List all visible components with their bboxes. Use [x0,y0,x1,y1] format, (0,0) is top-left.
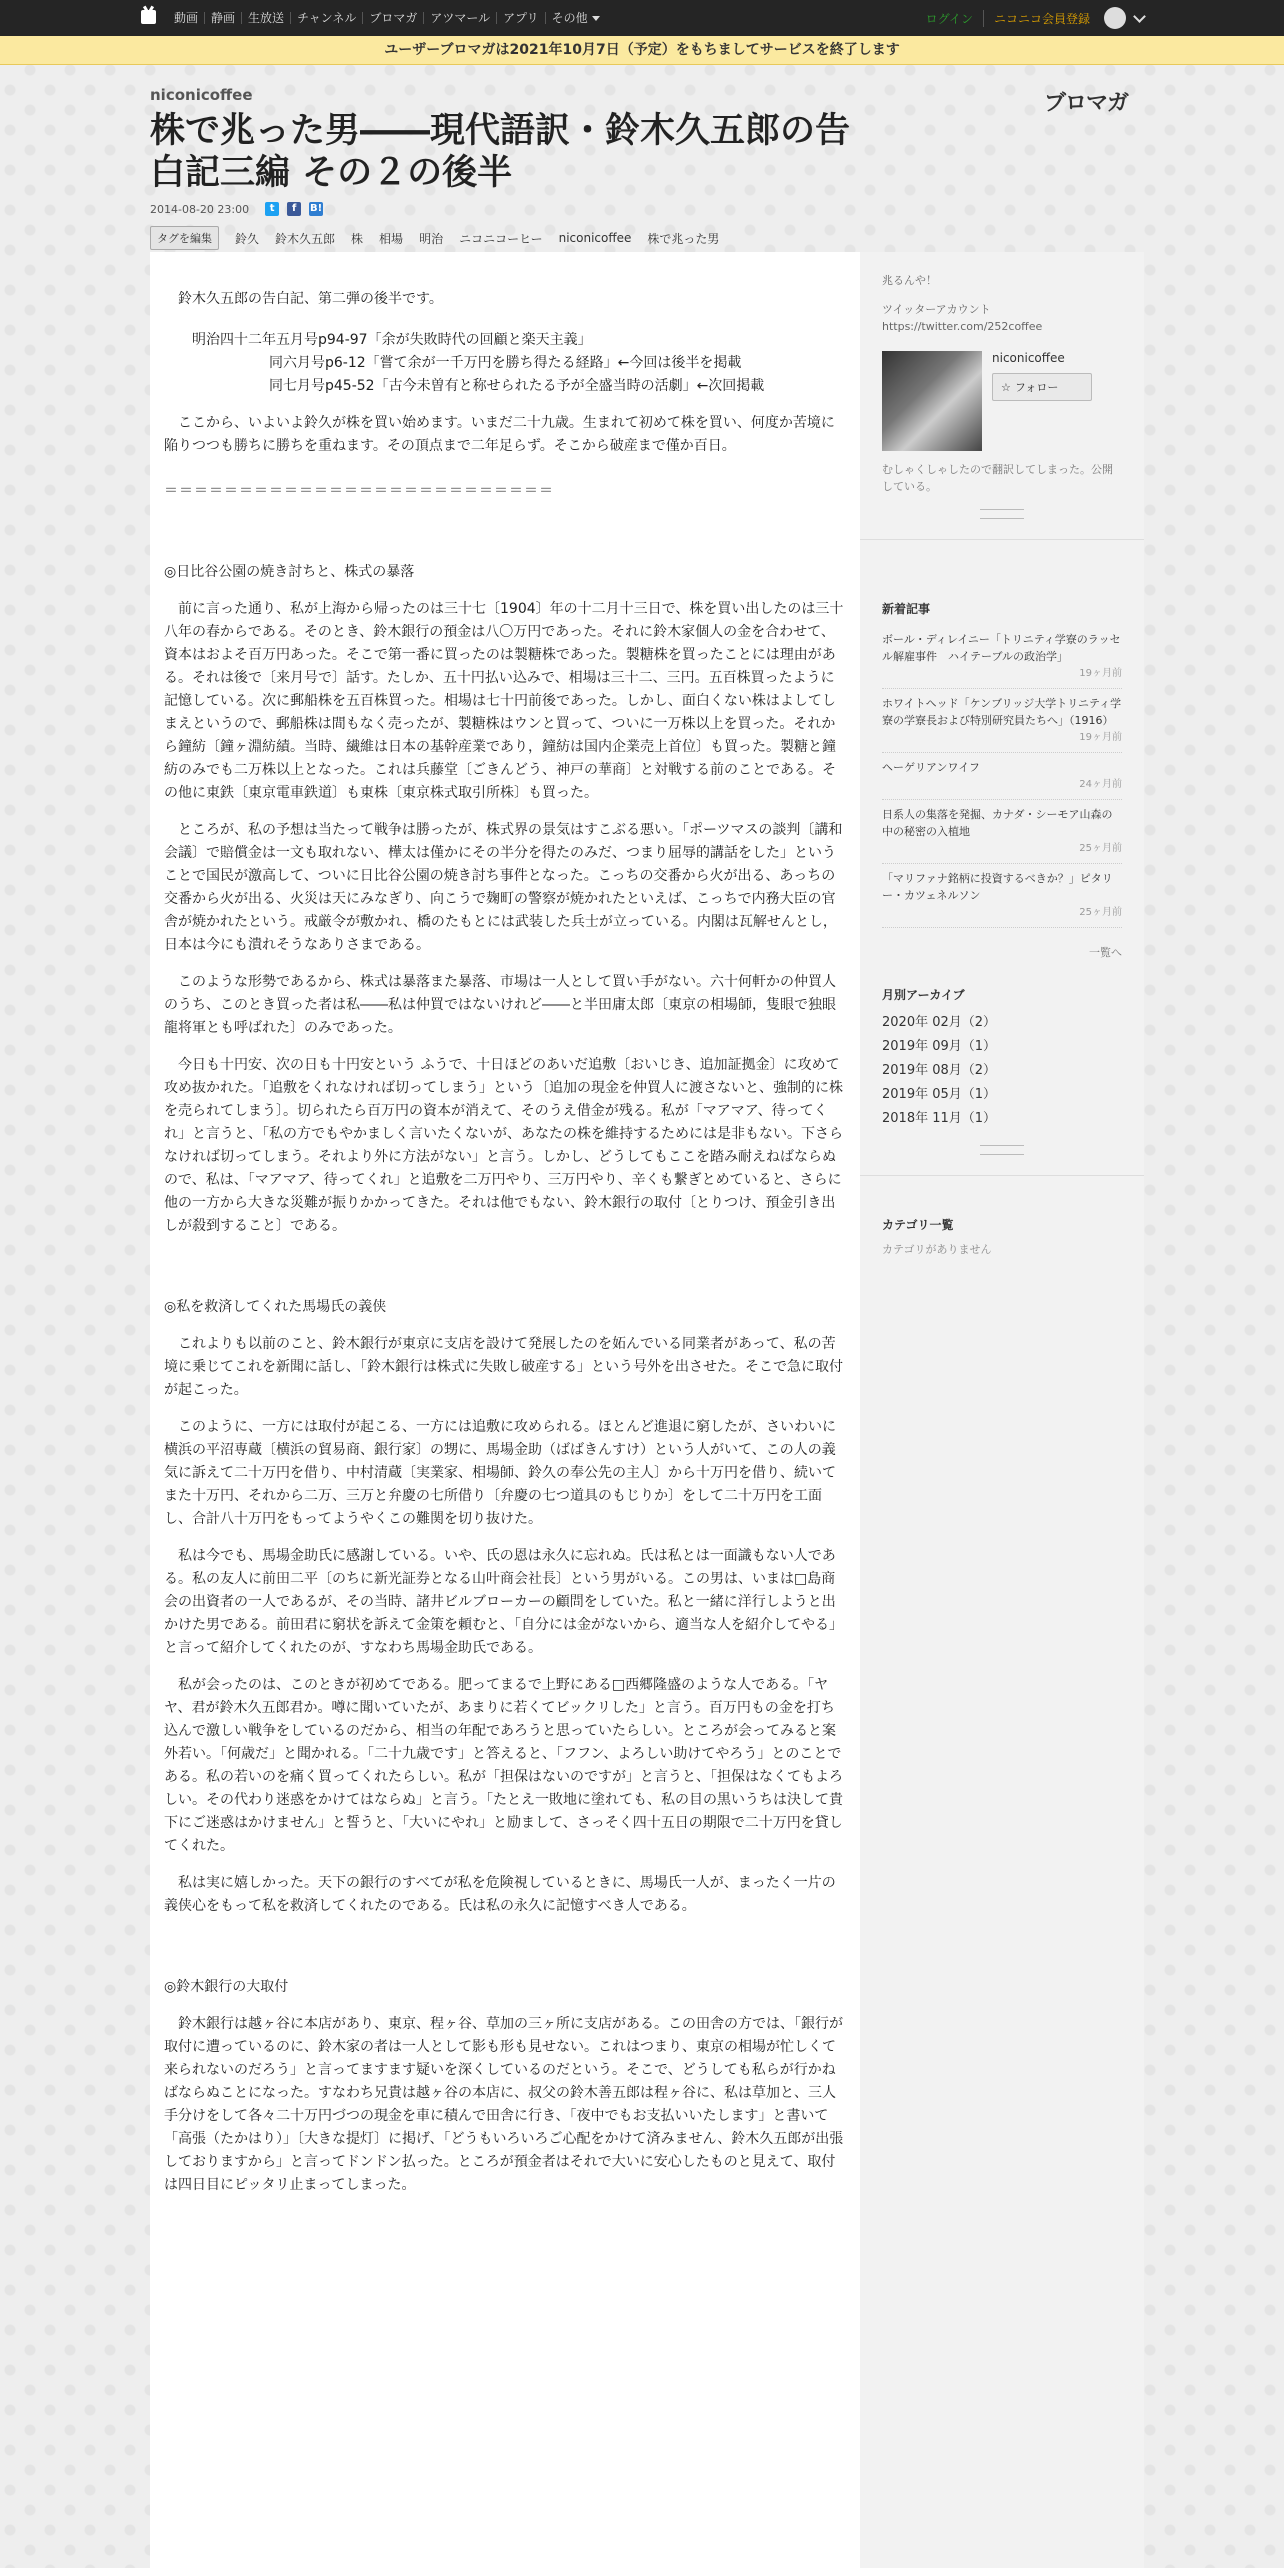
account-area [926,0,1144,36]
nav-other-label: その他 [551,11,588,25]
profile-info [982,351,1092,451]
tag[interactable]: ニコニコーヒー [459,231,543,246]
category-box [860,1176,1144,1277]
news-item[interactable] [882,864,1122,928]
news-item-time: 19ヶ月前 [1079,668,1122,679]
paragraph: このように、一方には取付が起こる、一方には追敷に攻められる。ほとんど進退に窮したが、さいわいに横浜の平沼専蔵〔横浜の貿易商、銀行家〕の甥に、馬場金助（ばばきんすけ）という人がいて、この人の義気に訴えて二十万円を借り、中村清蔵〔実業家、相場師、鈴久の奉公先の主人〕から十万円を借り、続いてまた十万円、それから二万、三万と弁慶の七所借り〔弁慶の七つ道具のもじりか〕をして二十万円を工面し、合計八十万円をもってようやくこの難関を切り抜けた。 [164,1419,836,1527]
edit-tags-button[interactable]: タグを編集 [150,226,219,250]
tag[interactable]: niconicoffee [558,231,632,245]
paragraph: 今日も十円安、次の日も十円安という ふうで、十日ほどのあいだ追敷〔おいじき、追加証拠金〕に攻めて攻め抜かれた。「追敷をくれなければ切ってしまう」という〔追加の現金を仲買人に渡さないと、強制的に株を売られてしまう〕。切られたら百万円の資本が消えて、そのうえ借金が残る。私が「マアマア、待ってくれ」と言うと、「私の方でもやかましく言いたくないが、あなたの株を維持するためには是非もない。下さらなければ切ってしまう。それより外に方法がない」と言う。しかし、どうしてもここを踏み耐えねばならぬので、私は、「マアマア、待ってくれ」と追敷を二万円やり、三万円やり、辛くも繋ぎとめていると、さらに他の一方から大きな災難が振りかかってきた。それは他でもない、鈴木銀行の取付〔とりつけ、預金引き出しが殺到すること〕である。 [164,1057,843,1234]
category-empty: カテゴリがありません [882,1243,992,1256]
article-meta [150,202,1134,216]
news-item-time: 24ヶ月前 [1079,779,1122,790]
global-nav [168,0,606,36]
nav-other[interactable] [545,12,606,24]
news-item[interactable] [882,753,1122,800]
news-item-title[interactable]: 「マリファナ銘柄に投資するべきか？」ピタリー・カツェネルソン [882,872,1113,902]
tag[interactable]: 株 [351,231,364,246]
twitter-share-icon[interactable]: t [265,202,279,216]
twitter-account[interactable]: ツイッターアカウント https://twitter.com/252coffee [882,303,1043,333]
profile-box [860,252,1144,540]
nav-app[interactable]: アプリ [496,12,545,24]
user-avatar-icon[interactable] [1104,7,1126,29]
source-line: 明治四十二年五月号p94-97「余が失敗時代の回顧と楽天主義」 [192,332,592,348]
nav-channel[interactable]: チャンネル [290,12,362,24]
news-title: 新着記事 [882,602,931,616]
nav-douga[interactable]: 動画 [174,11,199,25]
more-link[interactable]: 一覧へ [1089,946,1122,959]
bromaga-logo[interactable]: ブロマガ [1043,91,1128,116]
news-box [860,540,1144,1176]
tag-list [150,226,1134,250]
tag[interactable]: 鈴久 [235,231,260,246]
tag[interactable]: 鈴木久五郎 [275,231,336,246]
paragraph: ところが、私の予想は当たって戦争は勝ったが、株式界の景気はすこぶる悪い。「ポーツマスの談判〔講和会議〕で賠償金は一文も取れない、樺太は僅かにその半分を得たのみだ、つまり屈辱的講話をした」ということで国民が激高して、ついに日比谷公園の焼き討ち事件となった。こっちの交番から火が出る、あっちの交番から火が出る、火災は天にみなぎり、向こうで麹町の警察が焼かれたといえば、こっちで内務大臣の官舎が焼かれたという。戒厳令が敷かれ、橋のたもとには武装した兵士が立っている。内閣は瓦解せんとし，日本は今にも潰れそうなありさまである。 [164,822,843,953]
paragraph: 鈴木銀行は越ヶ谷に本店があり、東京、程ヶ谷、草加の三ヶ所に支店がある。この田舎の方では、「銀行が取付に遭っているのに、鈴木家の者は一人として影も形も見せない。これはつまり、東京の相場が忙しくて来られないのだろう」と言ってますます疑いを深くしているのだという。そこで、どうしても私らが行かねばならぬことになった。すなわち兄貴は越ヶ谷の本店に、叔父の鈴木善五郎は程ヶ谷に、私は草加と、三人手分けをして各々二十万円づつの現金を車に積んで田舎に行き、「夜中でもお支払いいたします」と書いて「高張（たかはり）」〔大きな提灯〕に掲げ、「どうもいろいろご心配をかけて済みません、鈴木久五郎が出張しておりますから」と言ってドンドン払った。ところが預金者はそれで大いに安心したものと見えて、取付は四日目にピッタリ止まってしまった。 [164,2016,844,2193]
section-heading: ◎鈴木銀行の大取付 [164,1979,289,1995]
spacer [164,1932,846,1976]
sidebar [860,252,1144,2568]
follow-button[interactable] [992,373,1092,401]
profile-description: むしゃくしゃしたので翻訳してしまった。公開している。 [882,463,1113,493]
archive-title: 月別アーカイブ [882,988,965,1002]
facebook-share-icon[interactable]: f [287,202,301,216]
paragraph: 前に言った通り、私が上海から帰ったのは三十七〔1904〕年の十二月十三日で、株を買い出したのは三十八年の春からである。そのとき、鈴木銀行の預金は八〇万円であった。それに鈴木家個人の金を合わせて、資本はおよそ百万円あった。そこで第一番に買ったのは製糖株であった。製糖株を買ったことには理由がある。それは後で〔来月号で〕話す。たしか、五十円払い込みで、相場は三十二、三円。五百株買ったように記憶している。次に郵船株を五百株買った。相場は七十円前後であった。しかし、面白くない株はよしてしまえというので、郵船株は間もなく売ったが、製糖株はウンと買って、ついに一万株以上を買った。それから鐘紡〔鐘ヶ淵紡績。当時、繊維は日本の基幹産業であり，鐘紡は国内企業売上首位〕も買った。製糖と鐘紡のみでも二万株以上となった。これは兵藤堂〔ごきんどう、神戸の華商〕と対戦する前のことである。その他に東鉄〔東京電車鉄道〕も東株〔東京株式取引所株〕も買った。 [164,601,844,801]
news-item-title[interactable]: ホワイトヘッド「ケンブリッジ大学トリニティ学寮の学寮長および特別研究員たちへ」（1916） [882,697,1122,727]
source-line: 同六月号p6-12「嘗て余が一千万円を勝ち得たる経路」←今回は後半を掲載 [269,355,742,371]
nav-seiga[interactable]: 静画 [204,12,241,24]
top-navigation-bar [0,0,1284,36]
login-link[interactable]: ログイン [925,11,973,26]
archive-item[interactable]: 2019年 05月（1） [882,1087,997,1102]
nav-atsumaru[interactable]: アツマール [423,12,496,24]
spacer [882,960,1122,986]
publish-date: 2014-08-20 23:00 [150,202,250,216]
section-heading: ◎日比谷公園の焼き討ちと、株式の暴落 [164,564,415,580]
caret-down-icon [592,16,600,21]
news-item-time: 25ヶ月前 [1079,843,1122,854]
paragraph: これよりも以前のこと、鈴木銀行が東京に支店を設けて発展したのを妬んでいる同業者があって、私の苦境に乗じてこれを新聞に話し、「鈴木銀行は株式に失敗し破産する」という号外を出させた。そこで急に取付が起こった。 [164,1336,843,1398]
register-link[interactable]: ニコニコ会員登録 [983,10,1090,27]
collapse-handle-icon[interactable] [980,1145,1024,1155]
paragraph: ここから、いよいよ鈴久が株を買い始めます。いまだ二十九歳。生まれて初めて株を買い、何度か苦境に陥りつつも勝ちに勝ちを重ねます。その頂点まで二年足らず。そこから破産まで僅か百日。 [164,415,835,454]
paragraph: 私が会ったのは、このときが初めてである。肥ってまるで上野にある□西郷隆盛のような人である。「ヤヤ、君が鈴木久五郎君か。噂に聞いていたが、あまりに若くてビックリした」と言う。百万円もの金を打ち込んで激しい戦争をしているのだから、相当の年配であろうと思っていたらしい。ところが会ってみると案外若い。「何歳だ」と聞かれる。「二十九歳です」と答えると、「フフン、よろしい助けてやろう」とのことである。私の若いのを痛く買ってくれたらしい。私が「担保はないのですが」と言うと、「担保はなくてもよろしい。その代わり迷惑をかけてはならぬ」と言う。「たとえ一敗地に塗れても、私の目の黒いうちは決して貴下にご迷惑はかけません」と誓うと、「大いにやれ」と励まして、さっそく四十五日の期限で二十万円を貸してくれた。 [164,1677,843,1854]
star-icon: ☆ [1001,380,1011,394]
paragraph: このような形勢であるから、株式は暴落また暴落、市場は一人として買い手がない。六十何軒かの仲買人のうち、このとき買った者は私――私は仲買ではないけれど――と半田庸太郎〔東京の相場師，隻眼で独眼龍将軍とも呼ばれた〕のみであった。 [164,974,836,1036]
article-body [164,252,846,2197]
nav-bromaga[interactable]: ブロマガ [362,12,423,24]
news-item-title[interactable]: ヘーゲリアンワイフ [882,761,980,774]
hatena-bookmark-icon[interactable]: B! [310,203,323,214]
spacer [164,1252,846,1296]
source-line: 同七月号p45-52「古今未曽有と称せられたる予が全盛当時の活劇」←次回掲載 [269,378,765,394]
category-title: カテゴリ一覧 [882,1218,954,1232]
news-item[interactable] [882,625,1122,689]
news-item[interactable] [882,800,1122,864]
profile-greeting: 兆るんや！ [882,274,937,287]
service-end-notice: ユーザーブロマガは2021年10月7日（予定）をもちましてサービスを終了します [0,36,1284,65]
article-content [150,252,860,2568]
tag[interactable]: 株で兆った男 [647,231,720,246]
news-item-time: 25ヶ月前 [1079,907,1122,918]
archive-item[interactable]: 2020年 02月（2） [882,1015,997,1030]
collapse-handle-icon[interactable] [980,509,1024,519]
niconico-logo-icon[interactable] [141,10,156,24]
chevron-down-icon[interactable] [1133,10,1146,23]
news-item-time: 19ヶ月前 [1079,732,1122,743]
profile-image[interactable] [882,351,982,451]
follow-label: フォロー [1014,381,1059,394]
news-item-title[interactable]: 日系人の集落を発掘、カナダ・シーモア山森の中の秘密の入植地 [882,808,1113,838]
archive-item[interactable]: 2019年 08月（2） [882,1063,997,1078]
news-item[interactable] [882,689,1122,753]
separator: ＝＝＝＝＝＝＝＝＝＝＝＝＝＝＝＝＝＝＝＝＝＝＝＝＝＝ [164,483,554,499]
nav-live[interactable]: 生放送 [241,12,290,24]
section-heading: ◎私を救済してくれた馬場氏の義侠 [164,1299,387,1315]
profile-name[interactable]: niconicoffee [992,351,1065,365]
tag[interactable]: 相場 [379,231,404,246]
article-header [150,70,1134,250]
paragraph: 私は実に嬉しかった。天下の銀行のすべてが私を危険視しているときに、馬場氏一人が、まったく一片の義侠心をもって私を救済してくれたのである。氏は私の永久に記憶すべき人である。 [164,1875,836,1914]
archive-item[interactable]: 2018年 11月（1） [882,1111,997,1126]
archive-item[interactable]: 2019年 09月（1） [882,1039,997,1054]
profile-card [882,351,1122,451]
article-title: 株で兆った男――現代語訳・鈴木久五郎の告白記三編 その２の後半 [150,111,851,193]
paragraph: 私は今でも、馬場金助氏に感謝している。いや、氏の恩は永久に忘れぬ。氏は私とは一面識もない人である。私の友人に前田二平〔のちに新光証券となる山叶商会社長〕という男がいる。この男は、いまは□島商会の出資者の一人であるが、その当時、諸井ビルブローカーの顧問をしていた。私と一緒に洋行しようと出かけた男である。前田君に窮状を訴えて金策を頼むと、「自分には金がないから、適当な人を紹介してやる」と言って紹介してくれたのが、すなわち馬場金助氏である。 [164,1548,843,1656]
tag[interactable]: 明治 [419,231,444,246]
intro-paragraph: 鈴木久五郎の告白記、第二弾の後半です。 [178,291,443,307]
channel-name[interactable]: niconicoffee [150,86,253,104]
news-item-title[interactable]: ボール・ディレイニー「トリニティ学寮のラッセル解雇事件 ハイテーブルの政治学」 [882,633,1121,663]
